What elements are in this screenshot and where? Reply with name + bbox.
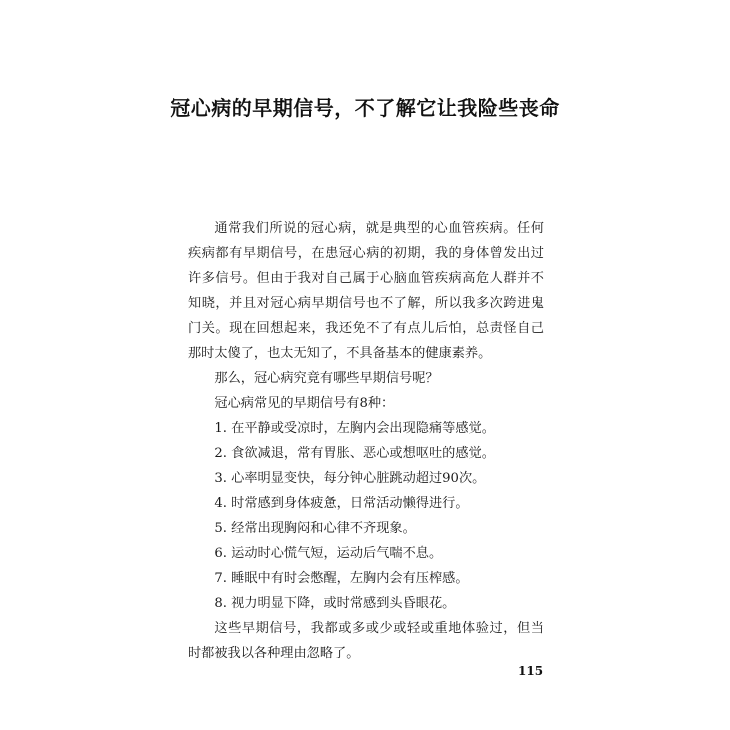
signal-item-2: 2. 食欲减退，常有胃胀、恶心或想呕吐的感觉。 xyxy=(214,446,495,461)
page-number: 115 xyxy=(518,664,544,678)
signal-item-8: 8. 视力明显下降，或时常感到头昏眼花。 xyxy=(214,596,456,611)
signal-item-4: 4. 时常感到身体疲惫，日常活动懒得进行。 xyxy=(214,496,469,511)
signal-item-3: 3. 心率明显变快，每分钟心脏跳动超过90次。 xyxy=(214,471,486,486)
signal-list xyxy=(188,416,544,616)
lead-paragraph: 冠心病常见的早期信号有8种： xyxy=(214,396,395,411)
closing-paragraph: 这些早期信号，我都或多或少或轻或重地体验过，但当时都被我以各种理由忽略了。 xyxy=(188,621,544,661)
page-title: 冠心病的早期信号，不了解它让我险些丧命 xyxy=(170,96,560,120)
signal-item-1: 1. 在平静或受凉时，左胸内会出现隐痛等感觉。 xyxy=(214,421,495,436)
question-paragraph: 那么，冠心病究竟有哪些早期信号呢？ xyxy=(214,371,439,386)
signal-item-7: 7. 睡眠中有时会憋醒，左胸内会有压榨感。 xyxy=(214,571,469,586)
intro-paragraph: 通常我们所说的冠心病，就是典型的心血管疾病。任何疾病都有早期信号，在患冠心病的初期，我的身体曾发出过许多信号。但由于我对自己属于心脑血管疾病高危人群并不知晓，并且对冠心病早期信号也不了解，所以我多次跨进鬼门关。现在回想起来，我还免不了有点儿后怕，总责怪自己那时太傻了，也太无知了，不具备基本的健康素养。 xyxy=(188,221,544,361)
signal-item-6: 6. 运动时心慌气短，运动后气喘不息。 xyxy=(214,546,443,561)
signal-item-5: 5. 经常出现胸闷和心律不齐现象。 xyxy=(214,521,416,536)
page-body xyxy=(188,216,544,666)
